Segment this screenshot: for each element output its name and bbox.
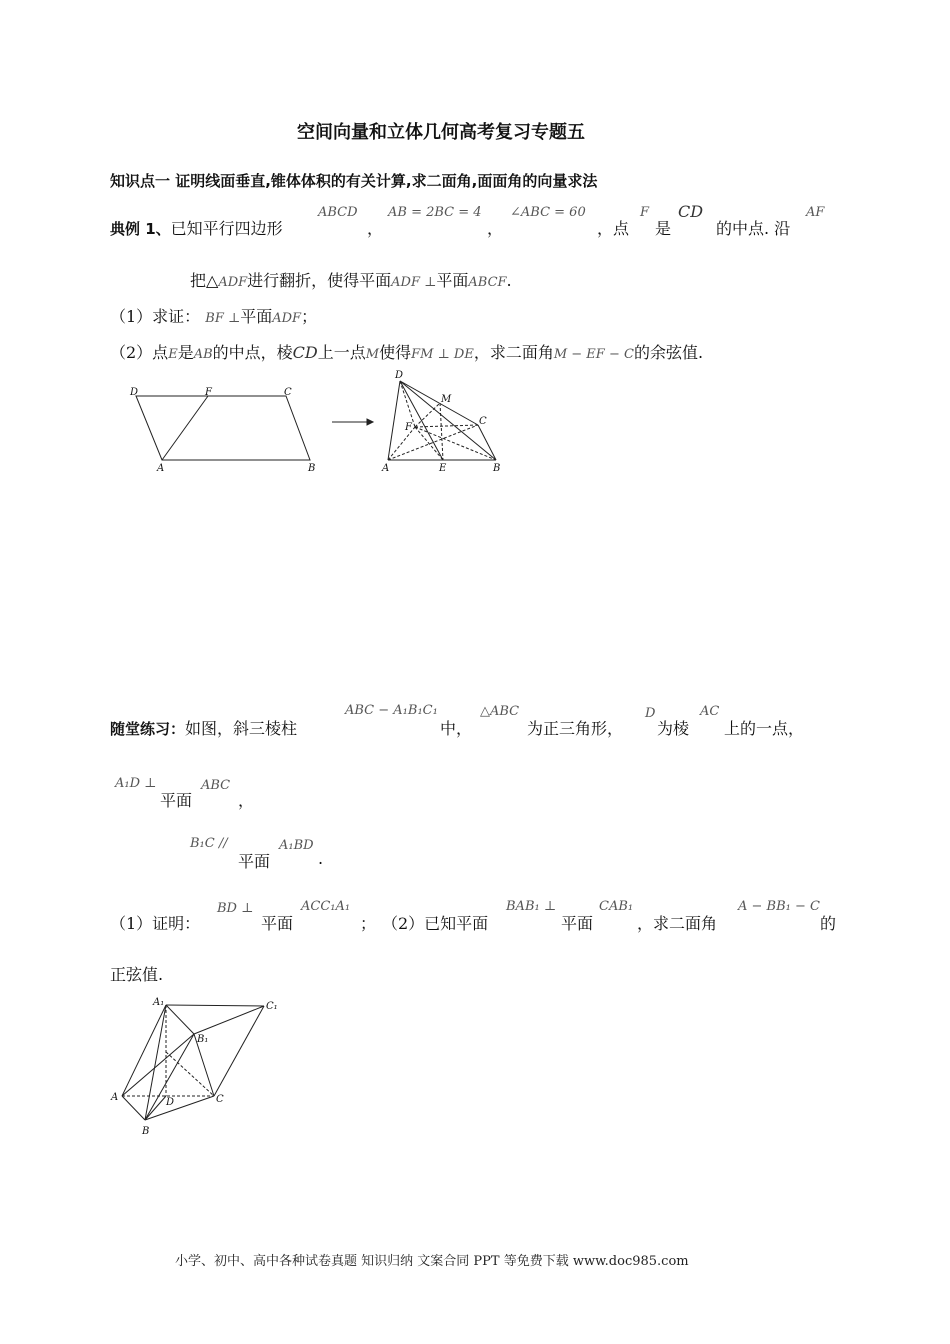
practice-label: 随堂练习： bbox=[110, 720, 186, 738]
math: CD bbox=[292, 343, 318, 362]
text: 正弦值. bbox=[110, 965, 164, 984]
text: 的中点，棱 bbox=[212, 343, 293, 362]
text: ，求二面角 bbox=[473, 343, 554, 362]
math: M − EF − C bbox=[553, 347, 634, 362]
text: 平面 bbox=[261, 914, 294, 933]
example1-label: 典例 1、 bbox=[110, 220, 171, 238]
math: AC bbox=[700, 704, 720, 719]
text: ； bbox=[360, 914, 377, 933]
math: B₁C // bbox=[190, 836, 228, 851]
text: ，求二面角 bbox=[637, 914, 718, 933]
label-a: A bbox=[111, 1092, 119, 1103]
label-b1: B₁ bbox=[197, 1034, 209, 1045]
math: ADF ⊥ bbox=[391, 275, 437, 290]
text: 使得 bbox=[379, 343, 412, 362]
text: 上的一点， bbox=[724, 719, 805, 738]
text: 上一点 bbox=[317, 343, 366, 362]
edge-b1c1 bbox=[194, 1006, 264, 1034]
label-d: D bbox=[166, 1097, 175, 1108]
label-m: M bbox=[441, 394, 452, 405]
text: 中， bbox=[440, 719, 473, 738]
math: A₁BD bbox=[279, 838, 314, 853]
text: 是 bbox=[177, 343, 194, 362]
example1-question2 bbox=[110, 340, 703, 363]
math: CD bbox=[678, 202, 704, 221]
math: AF bbox=[806, 205, 825, 220]
label-c1: C₁ bbox=[266, 1001, 278, 1012]
math: ABC − A₁B₁C₁ bbox=[345, 703, 438, 718]
math: ∠ABC = 60 bbox=[510, 205, 586, 220]
math: BAB₁ ⊥ bbox=[506, 899, 557, 914]
label-b: B bbox=[308, 463, 316, 474]
page-title: 空间向量和立体几何高考复习专题五 bbox=[297, 122, 585, 143]
footer: 小学、初中、高中各种试卷真题 知识归纳 文案合同 PPT 等免费下载 www.doc985.com bbox=[175, 1254, 689, 1269]
text: 是 bbox=[655, 219, 672, 238]
practice-line1 bbox=[110, 716, 297, 739]
figure-parallelogram-folding bbox=[110, 365, 530, 475]
math: ACC₁A₁ bbox=[301, 899, 351, 914]
practice-question2: （2）已知平面 bbox=[382, 914, 489, 933]
edge-a1b1 bbox=[166, 1005, 194, 1034]
math: E bbox=[168, 347, 178, 362]
math: ABCD bbox=[318, 205, 358, 220]
math: △ABC bbox=[480, 704, 520, 719]
section-heading: 知识点一 证明线面垂直,锥体体积的有关计算,求二面角,面面角的向量求法 bbox=[110, 172, 598, 190]
math: FM ⊥ DE bbox=[411, 347, 474, 362]
segment-ab1 bbox=[122, 1034, 194, 1096]
label-b2: B bbox=[493, 463, 501, 474]
text: 如图，斜三棱柱 bbox=[185, 719, 298, 738]
text: 的中点. 沿 bbox=[716, 219, 791, 238]
text: ； bbox=[301, 307, 318, 326]
text: 的 bbox=[820, 914, 837, 933]
parallelogram-abcd bbox=[136, 396, 310, 460]
text: . bbox=[506, 271, 512, 290]
figure-oblique-prism bbox=[108, 992, 288, 1137]
label-c2: C bbox=[479, 416, 487, 427]
label-f2: F bbox=[405, 422, 412, 433]
text: 平面 bbox=[160, 791, 193, 810]
text: （1）求证： bbox=[110, 307, 201, 326]
label-a1: A₁ bbox=[153, 997, 165, 1008]
edge-cc1 bbox=[214, 1006, 264, 1096]
segment-fe-dashed bbox=[415, 427, 443, 460]
label-d2: D bbox=[395, 370, 404, 381]
text: 的余弦值. bbox=[633, 343, 704, 362]
math: D bbox=[645, 706, 656, 721]
example1-line1 bbox=[110, 216, 283, 239]
text: ，点 bbox=[597, 219, 630, 238]
math: ABCF bbox=[468, 275, 507, 290]
label-c: C bbox=[216, 1094, 224, 1105]
example1-line2 bbox=[190, 268, 512, 291]
text: ， bbox=[367, 219, 384, 238]
segment-me-dashed bbox=[440, 403, 443, 460]
math: A₁D ⊥ bbox=[115, 776, 157, 791]
math: ADF bbox=[272, 311, 302, 326]
text: 平面 bbox=[561, 914, 594, 933]
label-a: A bbox=[157, 463, 165, 474]
edge-aa1 bbox=[122, 1005, 166, 1096]
segment-bc bbox=[478, 425, 496, 460]
label-d: D bbox=[130, 387, 139, 398]
text: 已知平行四边形 bbox=[170, 219, 283, 238]
label-f: F bbox=[205, 387, 212, 398]
fold-arrow-head bbox=[367, 419, 373, 425]
text: （2）点 bbox=[110, 343, 169, 362]
label-e: E bbox=[439, 463, 447, 474]
text: . bbox=[318, 849, 324, 868]
label-b: B bbox=[142, 1126, 150, 1137]
math: BD ⊥ bbox=[217, 901, 254, 916]
text: 平面 bbox=[238, 852, 271, 871]
text: 平面 bbox=[240, 307, 273, 326]
math: CAB₁ bbox=[599, 899, 634, 914]
text: 把△ bbox=[190, 271, 219, 290]
text: ， bbox=[238, 791, 255, 810]
math: F bbox=[640, 205, 650, 220]
label-c: C bbox=[284, 387, 292, 398]
text: 进行翻折，使得平面 bbox=[247, 271, 392, 290]
label-a2: A bbox=[382, 463, 390, 474]
math: AB = 2BC = 4 bbox=[388, 205, 482, 220]
math: AB bbox=[193, 347, 213, 362]
text: ， bbox=[487, 219, 504, 238]
math: ABC bbox=[201, 778, 231, 793]
segment-af bbox=[162, 396, 208, 460]
text: 平面 bbox=[436, 271, 469, 290]
practice-question1: （1）证明： bbox=[110, 914, 201, 933]
edge-ab bbox=[122, 1096, 145, 1120]
math: ADF bbox=[218, 275, 248, 290]
math: A − BB₁ − C bbox=[738, 899, 820, 914]
text: 为棱 bbox=[657, 719, 690, 738]
math: M bbox=[365, 347, 380, 362]
example1-question1 bbox=[110, 304, 317, 327]
segment-fb-dashed bbox=[415, 427, 496, 460]
edge-a1c1 bbox=[166, 1005, 264, 1006]
math: BF ⊥ bbox=[205, 311, 241, 326]
text: 为正三角形， bbox=[527, 719, 624, 738]
segment-a1b bbox=[145, 1005, 166, 1120]
